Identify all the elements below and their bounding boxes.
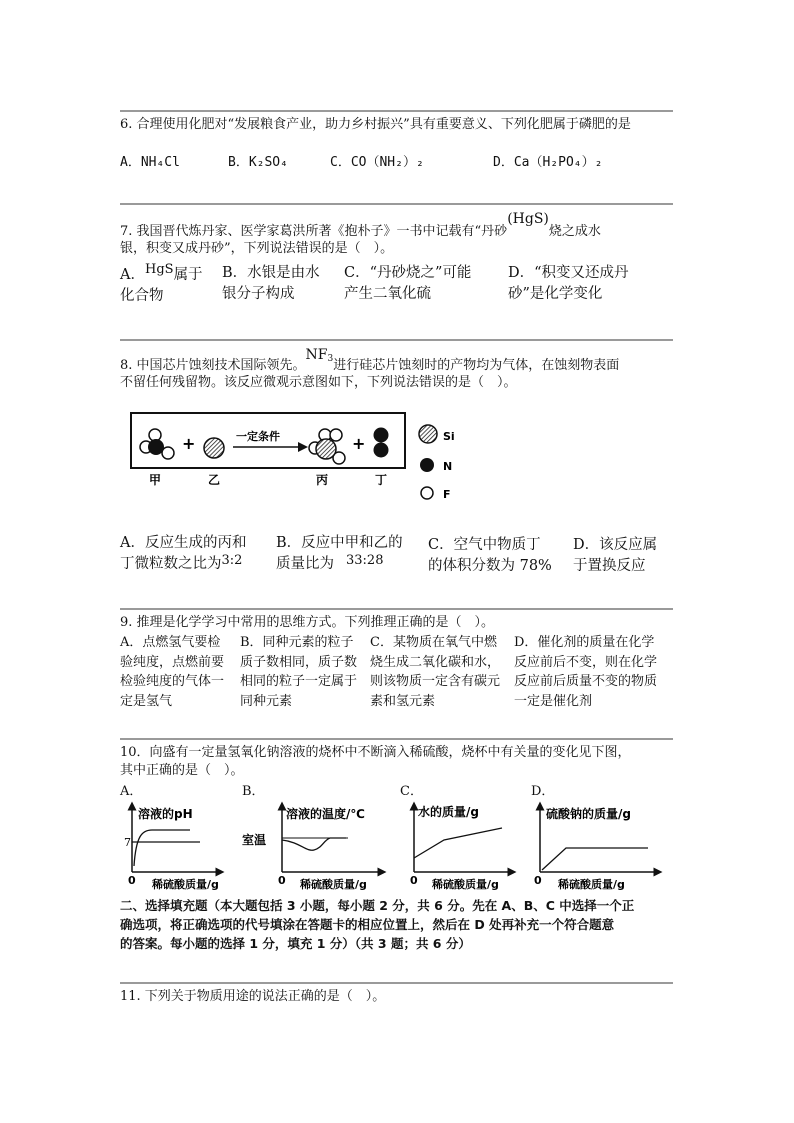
q10-option-a[interactable]: A．	[120, 784, 143, 799]
q7-stem	[120, 211, 680, 241]
option-line: 反应前后质量不变的物质	[514, 674, 658, 689]
q11-stem: 11. 下列关于物质用途的说法正确的是（ ）。	[120, 989, 386, 1004]
q8-stem-text: 8. 中国芯片蚀刻技术国际领先。	[120, 358, 306, 373]
formula-text: NF	[305, 347, 328, 363]
diagram-legend	[419, 425, 455, 501]
label-yi: 乙	[208, 473, 221, 487]
q7-option-c[interactable]	[344, 263, 514, 305]
option-line: 则该物质一定含有碳元	[370, 674, 501, 689]
option-text: C．“丹砂烧之”可能	[344, 265, 472, 281]
option-line: D．催化剂的质量在化学	[514, 635, 655, 650]
q7-stem-text: 7. 我国晋代炼丹家、医学家葛洪所著《抱朴子》一书中记载有“丹砂	[120, 224, 508, 239]
option-line: 定是氢气	[120, 693, 173, 709]
graph-a-ph	[120, 800, 240, 892]
option-line: 验纯度，点燃前要	[120, 654, 225, 670]
graph-a-origin: 0	[128, 874, 136, 887]
molecule-jia	[140, 429, 174, 459]
q8-stem-text2: 进行硅芯片蚀刻时的产物均为气体，在蚀刻物表面	[333, 358, 620, 373]
graph-a-mark: 7	[124, 836, 131, 849]
option-line: 一定是催化剂	[514, 693, 593, 709]
graph-b-origin: 0	[278, 874, 286, 887]
graph-c-origin: 0	[410, 874, 418, 887]
divider	[120, 738, 673, 740]
option-text: 银分子构成	[222, 286, 295, 302]
reaction-condition: 一定条件	[236, 430, 280, 443]
graph-b-mark: 室温	[242, 833, 267, 847]
option-text: D．“积变又还成丹	[508, 265, 629, 281]
q6-option-b[interactable]: B．K₂SO₄	[228, 155, 288, 170]
q6-stem: 6. 合理使用化肥对“发展粮食产业，助力乡村振兴”具有重要意义、下列化肥属于磷肥的是	[120, 117, 631, 132]
molecule-yi	[204, 438, 224, 458]
graph-b-ylabel: 溶液的温度/℃	[286, 807, 365, 821]
svg-text:N: N	[443, 460, 453, 473]
svg-text:F: F	[443, 488, 451, 501]
q9-stem: 9. 推理是化学学习中常用的思维方式。下列推理正确的是（ ）。	[120, 615, 495, 630]
section2-line: 确选项，将正确选项的代号填涂在答题卡的相应位置上，然后在 D 处再补充一个符合题意	[120, 917, 615, 932]
option-letter: A．	[120, 267, 145, 283]
option-text: B．反应中甲和乙的	[276, 535, 403, 551]
molecule-bing	[309, 429, 345, 464]
section2-heading	[120, 896, 680, 953]
label-bing: 丙	[316, 473, 329, 487]
divider	[120, 608, 673, 610]
q8-option-c[interactable]	[428, 535, 578, 577]
q6-option-c[interactable]: C．CO（NH₂）₂	[330, 155, 424, 170]
graph-a-curve	[134, 830, 190, 866]
graph-d-sodium-sulfate	[530, 800, 670, 892]
option-text: 产生二氧化硫	[344, 286, 431, 302]
graph-a-ylabel: 溶液的pH	[138, 807, 193, 821]
formula-subscript: 3	[327, 354, 334, 364]
option-text: B．水银是由水	[222, 265, 320, 281]
q10-option-d[interactable]: D．	[531, 784, 555, 799]
graph-c-xlabel: 稀硫酸质量/g	[432, 878, 499, 891]
divider	[120, 982, 673, 984]
molecule-ding	[374, 428, 389, 458]
q8-option-d[interactable]	[573, 535, 683, 577]
svg-text:Si: Si	[443, 430, 455, 443]
q8-option-a[interactable]	[120, 533, 280, 575]
q9-option-b[interactable]	[240, 633, 370, 711]
graph-d-ylabel: 硫酸钠的质量/g	[546, 807, 631, 821]
divider	[120, 203, 673, 205]
option-line: 同种元素	[240, 693, 293, 709]
graph-d-curve	[542, 848, 648, 870]
graph-d-origin: 0	[534, 874, 542, 887]
q7-option-b[interactable]	[222, 263, 342, 305]
option-line: C．某物质在氧气中燃	[370, 635, 497, 650]
q6-option-d[interactable]: D．Ca（H₂PO₄）₂	[493, 155, 603, 170]
label-jia: 甲	[149, 473, 162, 487]
hgs-formula: HgS	[512, 211, 544, 227]
q7-option-d[interactable]	[508, 263, 678, 305]
option-line: 反应前后不变，则在化学	[514, 654, 658, 670]
option-line: B．同种元素的粒子	[240, 635, 354, 650]
option-line: 质子数相同，质子数	[240, 654, 358, 670]
option-line: 烧生成二氧化碳和水，	[370, 654, 501, 670]
option-text: C．空气中物质丁	[428, 537, 541, 553]
q10-stem: 10．向盛有一定量氢氧化钠溶液的烧杯中不断滴入稀硫酸，烧杯中有关量的变化见下图，	[120, 745, 631, 760]
q7-stem-line2: 银，积变又成丹砂”，下列说法错误的是（ ）。	[120, 241, 394, 256]
ratio-value: 33:28	[346, 553, 384, 568]
option-text: D．该反应属	[573, 537, 658, 553]
label-ding: 丁	[375, 473, 388, 487]
q8-option-b[interactable]	[276, 533, 436, 575]
graph-b-curve	[282, 838, 346, 850]
q6-option-a[interactable]: A．NH₄Cl	[120, 155, 180, 170]
q10-stem-line2: 其中正确的是（ ）。	[120, 763, 244, 778]
option-text: 于置换反应	[573, 558, 646, 574]
option-text: 化合物	[120, 288, 164, 304]
q8-stem-line2: 不留任何残留物。该反应微观示意图如下，下列说法错误的是（ ）。	[120, 375, 517, 390]
graph-b-xlabel: 稀硫酸质量/g	[300, 878, 367, 891]
option-text: 砂”是化学变化	[508, 286, 603, 302]
hgs-formula: HgS	[144, 262, 174, 277]
q9-option-d[interactable]	[514, 633, 674, 711]
q10-option-b[interactable]: B．	[242, 784, 265, 799]
q10-option-c[interactable]: C．	[400, 784, 423, 799]
ratio-value: 3:2	[221, 553, 243, 568]
option-text: 丁微粒数之比为	[120, 556, 222, 572]
option-line: 检验纯度的气体一	[120, 674, 225, 689]
divider	[120, 339, 673, 341]
graph-c-curve	[414, 828, 502, 858]
q7-stem-text2: 烧之成水	[548, 224, 601, 239]
svg-text:+: +	[182, 434, 196, 453]
option-text: 的体积分数为 78%	[428, 558, 552, 574]
section2-line: 的答案。每小题的选择 1 分，填充 1 分）（共 3 题；共 6 分）	[120, 936, 471, 951]
svg-text:+: +	[352, 434, 366, 453]
section2-line: 二、选择填充题（本大题包括 3 小题，每小题 2 分，共 6 分。先在 A、B、C 中选择一个正	[120, 898, 635, 913]
option-line: 相同的粒子一定属于	[240, 674, 358, 689]
option-text: A．反应生成的丙和	[120, 535, 247, 551]
q7-formula: (HgS)	[507, 211, 549, 227]
graph-a-xlabel: 稀硫酸质量/g	[152, 878, 219, 891]
graph-d-xlabel: 稀硫酸质量/g	[558, 878, 625, 891]
option-line: 素和氢元素	[370, 693, 436, 709]
divider	[120, 110, 673, 112]
graph-c-water	[400, 800, 528, 892]
nf3-formula	[306, 347, 334, 363]
q7-option-a[interactable]	[120, 262, 230, 307]
q9-option-c[interactable]	[370, 633, 514, 711]
option-line: A．点燃氢气要检	[120, 635, 221, 650]
graph-c-ylabel: 水的质量/g	[418, 805, 479, 819]
option-text: 质量比为	[276, 556, 334, 572]
q9-option-a[interactable]	[120, 633, 238, 711]
graph-b-temperature	[242, 800, 392, 892]
option-text: 属于	[173, 267, 203, 283]
reaction-diagram	[120, 405, 480, 505]
